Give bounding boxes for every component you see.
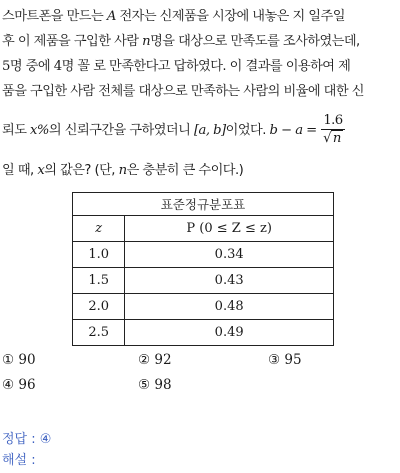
choice-mark: ④ (2, 377, 15, 393)
text-segment: 명 꼴 로 만족한다고 답하였다. 이 결과를 이용하여 제 (61, 59, 351, 74)
problem-line-6 (2, 158, 398, 183)
fraction (321, 113, 344, 148)
table-row (73, 294, 334, 320)
interval-ab: [a, b] (193, 123, 226, 138)
cell-z: 2.5 (73, 320, 125, 346)
explanation-line (2, 451, 51, 472)
cell-z: 2.0 (73, 294, 125, 320)
cell-p: 0.49 (125, 320, 334, 346)
cell-p: 0.43 (125, 268, 334, 294)
text-segment: 명 중에 (9, 59, 51, 74)
answer-line (2, 430, 51, 451)
problem-text (2, 4, 398, 183)
choices-row-1 (2, 352, 398, 377)
variable-n: n (118, 163, 127, 178)
table-row (73, 268, 334, 294)
problem-line-5 (2, 104, 398, 158)
answer-label: 정답 : (2, 432, 36, 447)
problem-line-3 (2, 54, 398, 79)
text-segment: 품을 구입한 사람 전체를 대상으로 만족하는 사람의 비율에 대한 신 (2, 84, 364, 99)
choice-value: 96 (18, 377, 36, 393)
text-segment: 의 값은? (단, (44, 163, 115, 178)
cell-z: 1.5 (73, 268, 125, 294)
variable-x: x (37, 163, 45, 178)
number-5: 5 (2, 59, 10, 74)
variable-A: A (106, 9, 116, 24)
fraction-denominator (321, 130, 344, 148)
choice-3[interactable] (268, 352, 302, 368)
sqrt-radicand: n (332, 130, 341, 146)
table-caption: 표준정규분포표 (73, 193, 334, 216)
equation-lhs: b − a = (269, 123, 317, 138)
text-segment: 후 이 제품을 구입한 사람 (2, 34, 139, 49)
column-header-probability: P (0 ≤ Z ≤ z) (125, 216, 334, 242)
choices-row-2 (2, 377, 398, 402)
variable-n: n (142, 34, 151, 49)
choice-mark: ① (2, 352, 15, 368)
sqrt-symbol: √ (323, 130, 331, 146)
choice-4[interactable] (2, 377, 36, 393)
text-segment: 스마트폰을 만드는 (2, 9, 104, 24)
problem-line-4 (2, 79, 398, 104)
answer-value: ④ (39, 432, 52, 447)
choice-value: 92 (154, 352, 172, 368)
text-segment: 일 때, (2, 163, 34, 178)
choice-value: 98 (154, 377, 172, 393)
choice-mark: ⑤ (138, 377, 151, 393)
choice-mark: ② (138, 352, 151, 368)
normal-distribution-table (72, 192, 334, 346)
table-row (73, 242, 334, 268)
choice-value: 95 (284, 352, 302, 368)
sqrt-expression (323, 130, 343, 148)
number-4: 4 (53, 59, 62, 74)
text-segment: 이었다. (225, 123, 266, 138)
text-segment: 뢰도 (2, 123, 27, 138)
choice-value: 90 (18, 352, 36, 368)
cell-p: 0.48 (125, 294, 334, 320)
text-segment: 은 충분히 큰 수이다.) (126, 163, 244, 178)
choice-5[interactable] (138, 377, 172, 393)
answer-section (2, 430, 51, 472)
choice-1[interactable] (2, 352, 36, 368)
variable-x-percent: x% (30, 123, 49, 138)
choice-mark: ③ (268, 352, 281, 368)
cell-z: 1.0 (73, 242, 125, 268)
text-segment: 전자는 신제품을 시장에 내놓은 지 일주일 (119, 9, 345, 24)
answer-choices (2, 352, 398, 402)
cell-p: 0.34 (125, 242, 334, 268)
problem-line-2 (2, 29, 398, 54)
table-row (73, 320, 334, 346)
choice-2[interactable] (138, 352, 172, 368)
fraction-numerator: 1.6 (323, 112, 343, 128)
text-segment: 의 신뢰구간을 구하였더니 (48, 123, 191, 138)
problem-line-1 (2, 4, 398, 29)
explanation-label: 해설 : (2, 453, 36, 468)
text-segment: 명을 대상으로 만족도를 조사하였는데, (150, 34, 360, 49)
column-header-z: z (73, 216, 125, 242)
